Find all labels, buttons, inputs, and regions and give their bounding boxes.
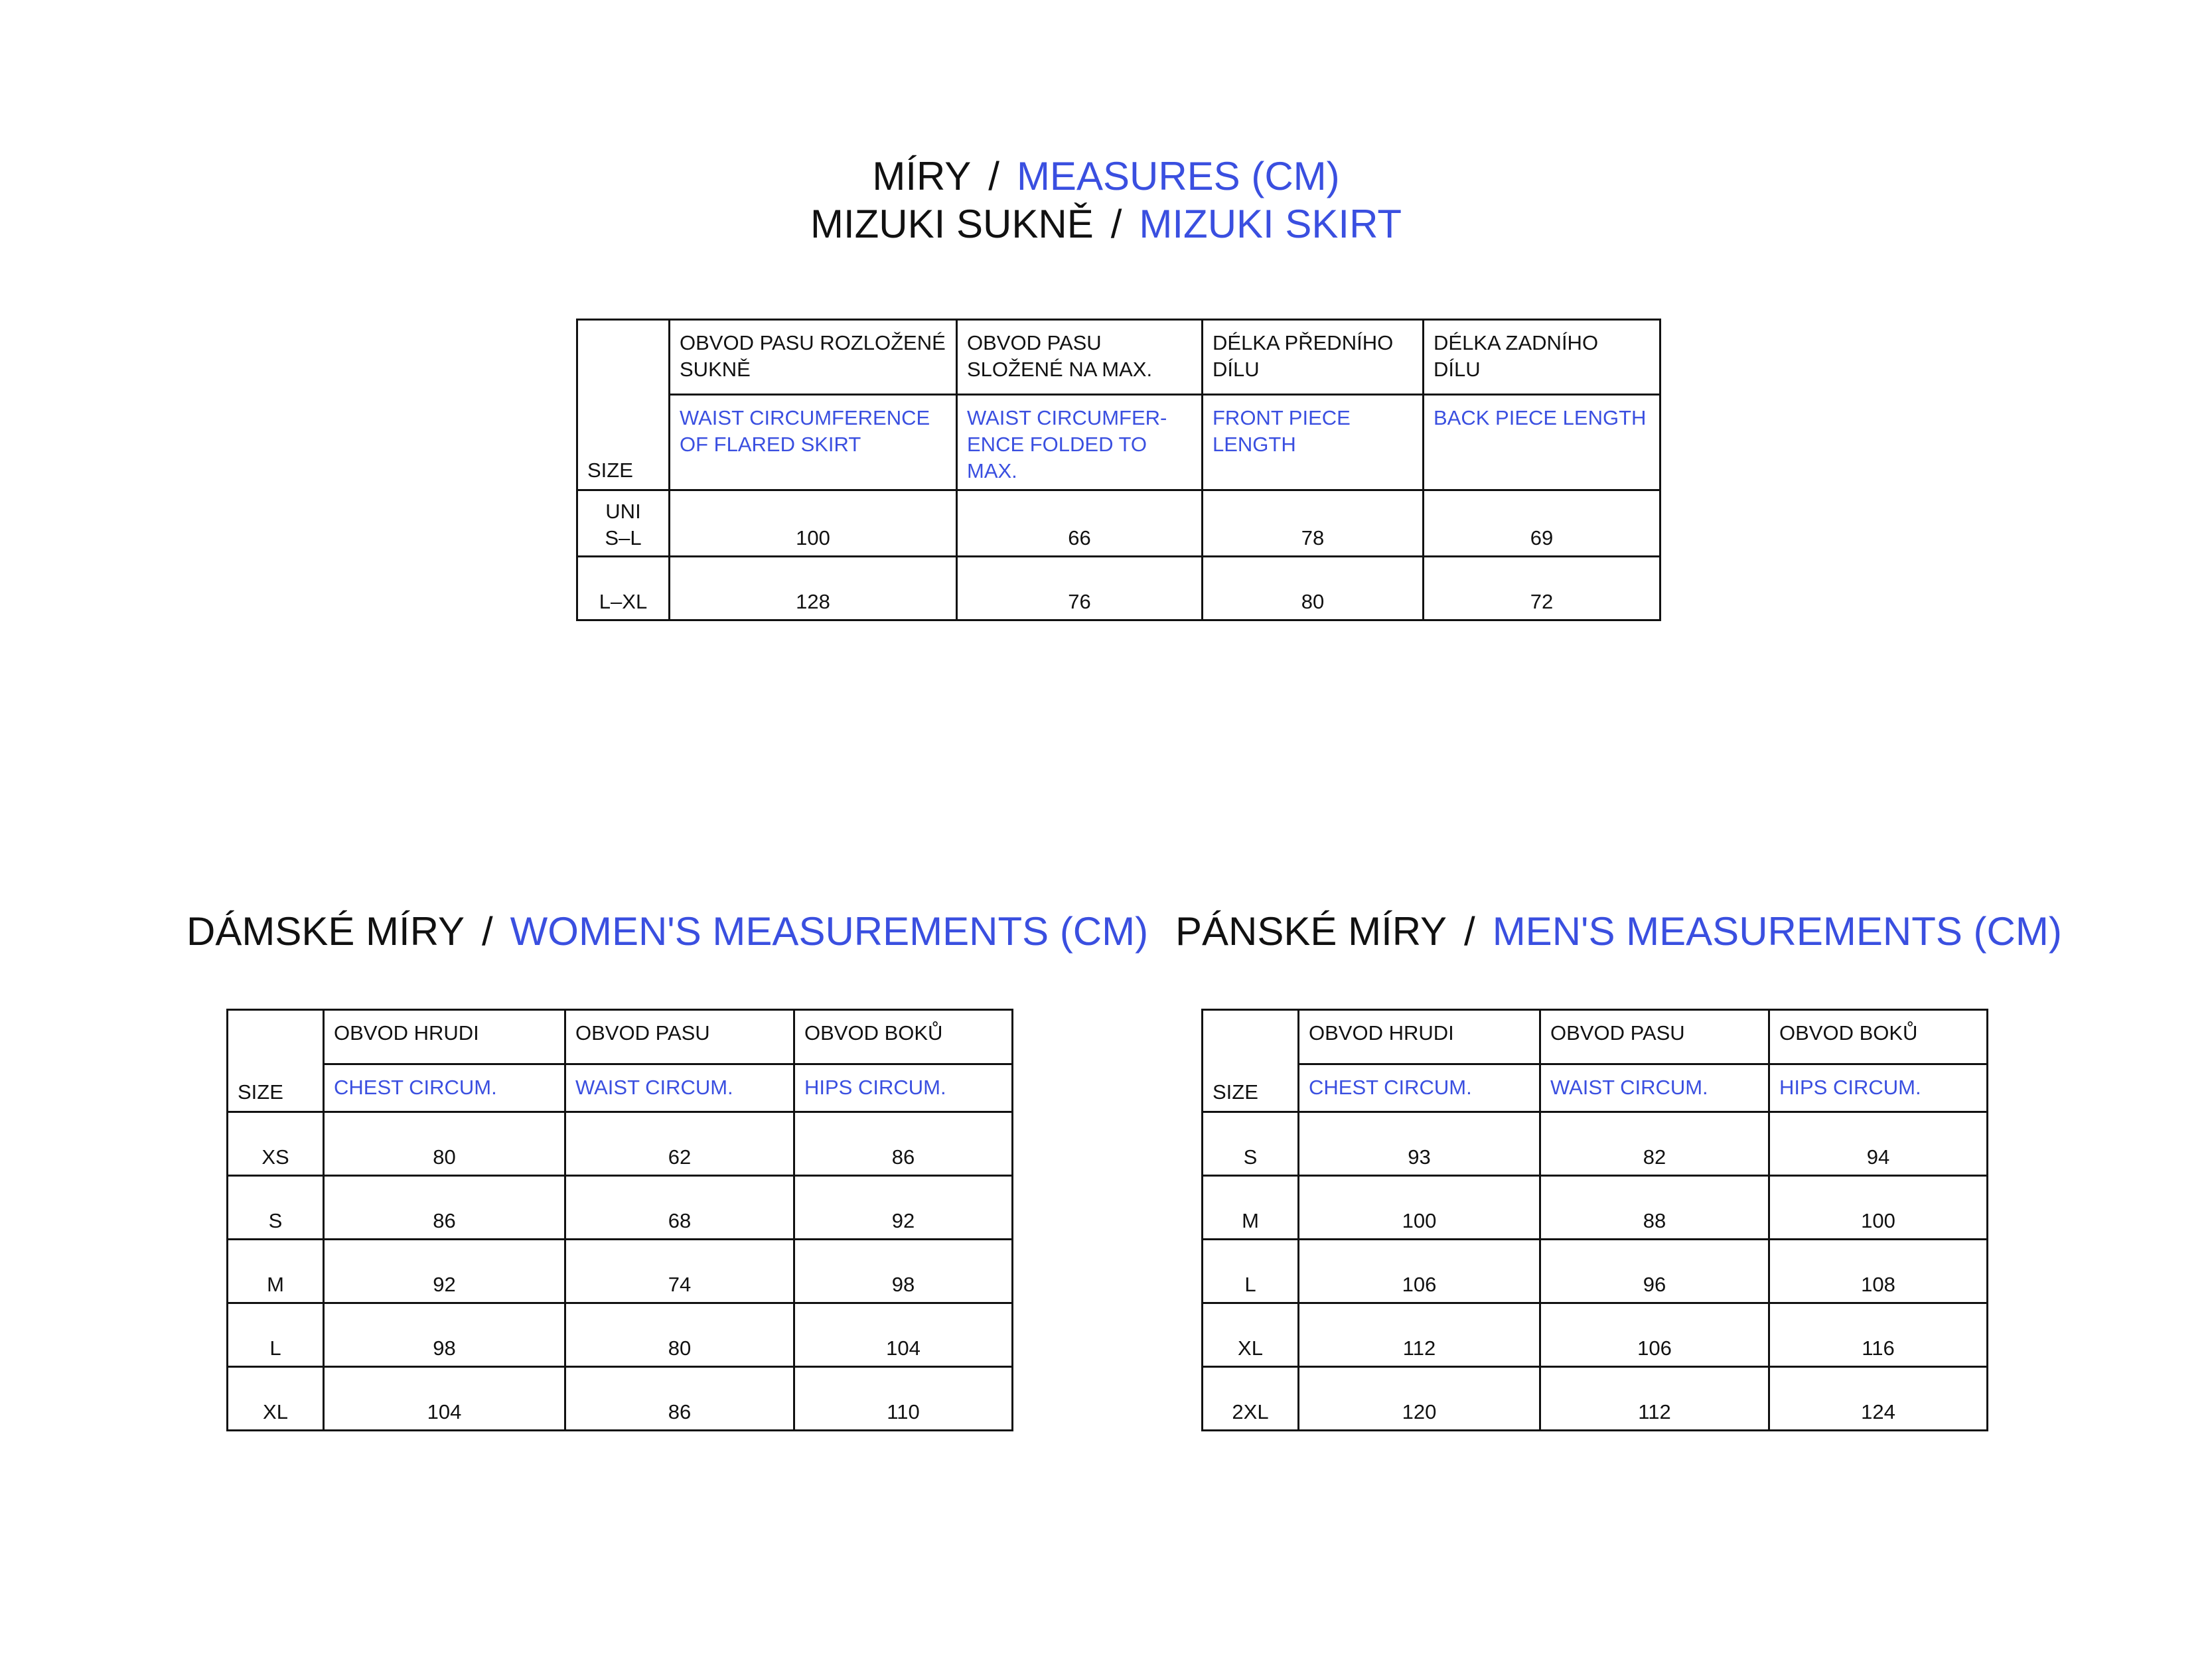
value-cell: 86 xyxy=(565,1367,794,1431)
value-cell: 92 xyxy=(324,1240,565,1303)
table-row xyxy=(1203,1176,1988,1240)
men-heading-cz: PÁNSKÉ MÍRY xyxy=(1175,909,1447,954)
title-line-measures xyxy=(0,153,2212,200)
value-cell: 92 xyxy=(794,1176,1013,1240)
title-separator: / xyxy=(1110,202,1122,246)
value-cell: 93 xyxy=(1299,1112,1540,1176)
women-measures-table xyxy=(226,1009,1013,1431)
value-cell: 100 xyxy=(1299,1176,1540,1240)
size-label-line: S–L xyxy=(605,526,642,549)
title-measures-en: MEASURES (CM) xyxy=(1016,154,1340,198)
table-header-row-cz xyxy=(577,320,1660,395)
value-cell: 112 xyxy=(1540,1367,1769,1431)
table-row xyxy=(1203,1367,1988,1431)
value-cell: 106 xyxy=(1299,1240,1540,1303)
value-cell: 86 xyxy=(794,1112,1013,1176)
value-cell: 82 xyxy=(1540,1112,1769,1176)
value-cell: 100 xyxy=(670,490,957,557)
value-cell: 80 xyxy=(324,1112,565,1176)
value-cell: 66 xyxy=(957,490,1203,557)
women-heading xyxy=(186,908,1148,956)
heading-separator: / xyxy=(481,909,493,954)
value-cell: 72 xyxy=(1424,557,1660,620)
column-header-cz: OBVOD PASU ROZLOŽENÉ SUKNĚ xyxy=(670,320,957,395)
title-line-product xyxy=(0,200,2212,248)
size-label: L xyxy=(228,1303,324,1367)
title-measures-cz: MÍRY xyxy=(872,154,972,198)
skirt-measures-table xyxy=(576,319,1661,621)
table-header-row-en xyxy=(228,1064,1013,1112)
value-cell: 68 xyxy=(565,1176,794,1240)
table-row xyxy=(577,557,1660,620)
table-row xyxy=(228,1112,1013,1176)
value-cell: 104 xyxy=(794,1303,1013,1367)
value-cell: 80 xyxy=(565,1303,794,1367)
size-label: XS xyxy=(228,1112,324,1176)
size-header: SIZE xyxy=(1203,1010,1299,1112)
value-cell: 86 xyxy=(324,1176,565,1240)
size-label: M xyxy=(228,1240,324,1303)
value-cell: 76 xyxy=(957,557,1203,620)
table-header-row-en xyxy=(1203,1064,1988,1112)
size-header: SIZE xyxy=(228,1010,324,1112)
heading-separator: / xyxy=(1464,909,1475,954)
value-cell: 110 xyxy=(794,1367,1013,1431)
table-row xyxy=(577,490,1660,557)
table-header-row-en xyxy=(577,395,1660,490)
column-header-en: WAIST CIRCUMFERENCE OF FLARED SKIRT xyxy=(670,395,957,490)
table-row xyxy=(228,1240,1013,1303)
page-title xyxy=(0,153,2212,248)
value-cell: 80 xyxy=(1203,557,1424,620)
column-header-cz: OBVOD PASU xyxy=(1540,1010,1769,1064)
value-cell: 108 xyxy=(1769,1240,1988,1303)
men-heading-en: MEN'S MEASUREMENTS (CM) xyxy=(1492,909,2062,954)
column-header-cz: OBVOD BOKŮ xyxy=(1769,1010,1988,1064)
value-cell: 94 xyxy=(1769,1112,1988,1176)
size-label: S xyxy=(228,1176,324,1240)
value-cell: 104 xyxy=(324,1367,565,1431)
value-cell: 96 xyxy=(1540,1240,1769,1303)
size-label: XL xyxy=(228,1367,324,1431)
value-cell: 128 xyxy=(670,557,957,620)
column-header-en: WAIST CIRCUM. xyxy=(1540,1064,1769,1112)
value-cell: 112 xyxy=(1299,1303,1540,1367)
size-label: L–XL xyxy=(577,557,670,620)
value-cell: 106 xyxy=(1540,1303,1769,1367)
column-header-en: HIPS CIRCUM. xyxy=(794,1064,1013,1112)
men-measures-table xyxy=(1201,1009,1988,1431)
size-label: XL xyxy=(1203,1303,1299,1367)
column-header-cz: OBVOD PASU xyxy=(565,1010,794,1064)
size-label: M xyxy=(1203,1176,1299,1240)
column-header-en: CHEST CIRCUM. xyxy=(324,1064,565,1112)
value-cell: 124 xyxy=(1769,1367,1988,1431)
size-label-line: UNI xyxy=(605,500,641,523)
value-cell: 88 xyxy=(1540,1176,1769,1240)
table-row xyxy=(228,1176,1013,1240)
size-label: 2XL xyxy=(1203,1367,1299,1431)
value-cell: 74 xyxy=(565,1240,794,1303)
column-header-en: FRONT PIECE LENGTH xyxy=(1203,395,1424,490)
value-cell: 116 xyxy=(1769,1303,1988,1367)
table-row xyxy=(228,1303,1013,1367)
column-header-en: WAIST CIRCUMFER-ENCE FOLDED TO MAX. xyxy=(957,395,1203,490)
value-cell: 69 xyxy=(1424,490,1660,557)
column-header-cz: DÉLKA ZADNÍHO DÍLU xyxy=(1424,320,1660,395)
value-cell: 98 xyxy=(794,1240,1013,1303)
column-header-en: CHEST CIRCUM. xyxy=(1299,1064,1540,1112)
women-heading-cz: DÁMSKÉ MÍRY xyxy=(186,909,465,954)
size-label xyxy=(577,490,670,557)
value-cell: 78 xyxy=(1203,490,1424,557)
size-label: S xyxy=(1203,1112,1299,1176)
title-separator: / xyxy=(988,154,999,198)
column-header-cz: OBVOD HRUDI xyxy=(1299,1010,1540,1064)
value-cell: 120 xyxy=(1299,1367,1540,1431)
column-header-cz: OBVOD BOKŮ xyxy=(794,1010,1013,1064)
title-product-en: MIZUKI SKIRT xyxy=(1139,202,1402,246)
column-header-cz: OBVOD PASU SLOŽENÉ NA MAX. xyxy=(957,320,1203,395)
value-cell: 98 xyxy=(324,1303,565,1367)
column-header-en: HIPS CIRCUM. xyxy=(1769,1064,1988,1112)
column-header-cz: DÉLKA PŘEDNÍHO DÍLU xyxy=(1203,320,1424,395)
value-cell: 62 xyxy=(565,1112,794,1176)
table-row xyxy=(228,1367,1013,1431)
table-header-row-cz xyxy=(1203,1010,1988,1064)
table-row xyxy=(1203,1112,1988,1176)
column-header-en: BACK PIECE LENGTH xyxy=(1424,395,1660,490)
table-row xyxy=(1203,1240,1988,1303)
size-header: SIZE xyxy=(577,320,670,490)
table-row xyxy=(1203,1303,1988,1367)
title-product-cz: MIZUKI SUKNĚ xyxy=(810,202,1094,246)
value-cell: 100 xyxy=(1769,1176,1988,1240)
column-header-cz: OBVOD HRUDI xyxy=(324,1010,565,1064)
column-header-en: WAIST CIRCUM. xyxy=(565,1064,794,1112)
men-heading xyxy=(1175,908,2062,956)
women-heading-en: WOMEN'S MEASUREMENTS (CM) xyxy=(510,909,1149,954)
table-header-row-cz xyxy=(228,1010,1013,1064)
size-label: L xyxy=(1203,1240,1299,1303)
